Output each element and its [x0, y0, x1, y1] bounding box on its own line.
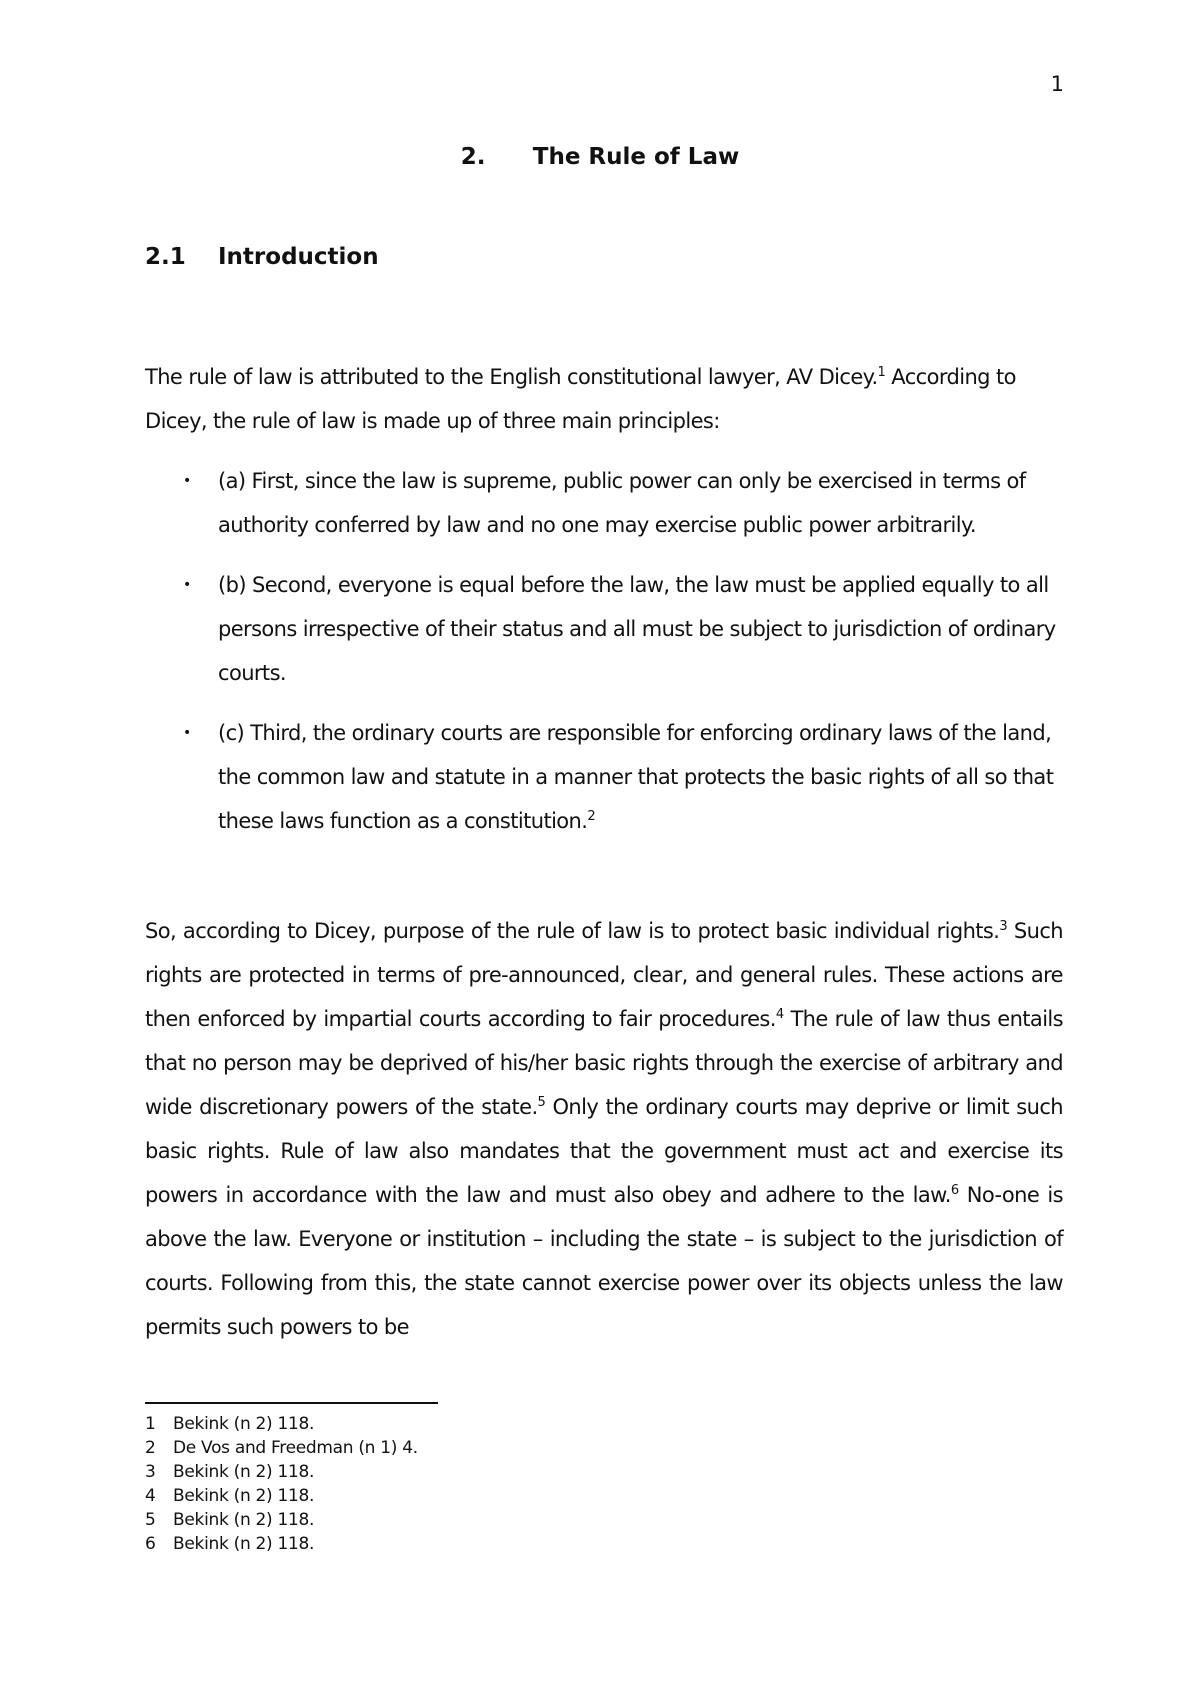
footnote: 4 Bekink (n 2) 118.	[145, 1486, 315, 1506]
page-number: 1	[1050, 72, 1064, 96]
footnotes	[145, 1412, 418, 1556]
list-item: • (b) Second, everyone is equal before the law, the law must be applied equally to all persons irrespective of their status and all must be subject to jurisdiction of ordinary courts.	[145, 563, 1063, 695]
section-number: 2.1	[145, 244, 186, 270]
footnote-ref-6: 6	[950, 1183, 959, 1198]
section-title: Introduction	[218, 244, 379, 270]
chapter-heading	[0, 144, 1200, 170]
footnote: 1 Bekink (n 2) 118.	[145, 1414, 315, 1434]
footnote-ref-5: 5	[537, 1095, 546, 1110]
footnote-ref-1: 1	[877, 365, 886, 380]
list-item: • (a) First, since the law is supreme, public power can only be exercised in terms of authority conferred by law and no one may exercise public power arbitrarily.	[145, 459, 1063, 547]
chapter-title: The Rule of Law	[532, 144, 740, 170]
body-paragraph: So, according to Dicey, purpose of the rule of law is to protect basic individual rights.$^3$ Such rights are protected in terms of pre-announced, clear, and general rules. These actions are then enforced by impartial courts according to fair procedures.$^4$ The rule of law thus entails that no person may be deprived of his/her basic rights through the exercise of arbitrary and wide discretionary powers of the state.$^5$ Only the ordinary courts may deprive or limit such basic rights. Rule of law also mandates that the government must act and exercise its powers in accordance with the law and must also obey and adhere to the law.$^6$ No-one is above the law. Everyone or institution – including the state – is subject to the jurisdiction of courts. Following from this, the state cannot exercise power over its objects unless the law permits such powers to be	[145, 919, 1063, 1339]
footnote: 3 Bekink (n 2) 118.	[145, 1462, 315, 1482]
footnote: 5 Bekink (n 2) 118.	[145, 1510, 315, 1530]
footnote-ref-4: 4	[775, 1007, 784, 1022]
body-content	[145, 355, 1063, 1349]
footnote-divider	[145, 1402, 438, 1404]
bullet-icon: •	[183, 725, 191, 741]
intro-paragraph: The rule of law is attributed to the English constitutional lawyer, AV Dicey.$^1$ According to Dicey, the rule of law is made up of three main principles:	[145, 365, 1016, 433]
bullet-icon: •	[183, 577, 191, 593]
list-item: • (c) Third, the ordinary courts are responsible for enforcing ordinary laws of the land, the common law and statute in a manner that protects the basic rights of all so that these laws function as a constitution.$^2$	[145, 711, 1063, 843]
bullet-icon: •	[183, 473, 191, 489]
footnote-ref-2: 2	[587, 809, 596, 824]
section-heading	[145, 244, 379, 270]
chapter-number: 2.	[460, 144, 486, 170]
footnote: 6 Bekink (n 2) 118.	[145, 1534, 315, 1554]
footnote: 2 De Vos and Freedman (n 1) 4.	[145, 1438, 418, 1458]
principles-list	[145, 459, 1063, 843]
footnote-ref-3: 3	[999, 919, 1008, 934]
